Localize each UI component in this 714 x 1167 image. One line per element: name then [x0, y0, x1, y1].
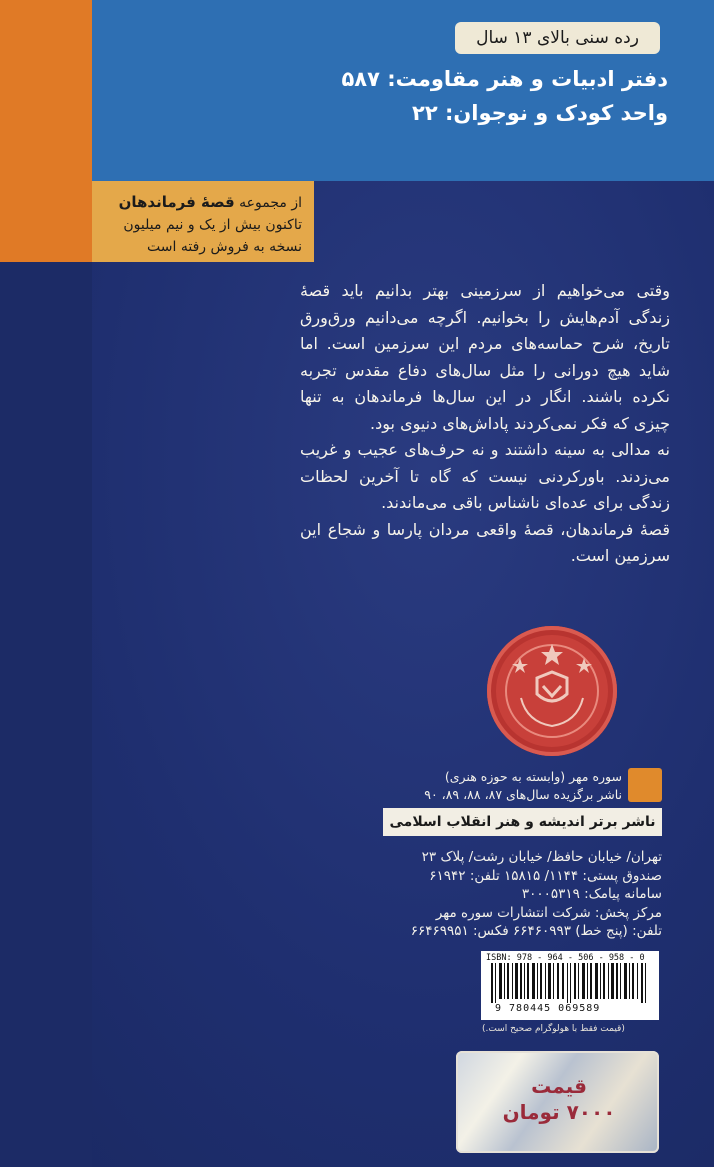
promo-line-2: تاکنون بیش از یک و نیم میلیون	[123, 217, 302, 233]
address-line: صندوق پستی: ۱۱۴۴/ ۱۵۸۱۵ تلفن: ۶۱۹۴۲	[429, 867, 662, 884]
barcode-icon	[487, 963, 653, 1003]
publisher-name: سوره مهر (وابسته به حوزه هنری)	[444, 769, 622, 784]
publisher-address	[362, 848, 662, 941]
hologram-price-value: ۷۰۰۰ تومان	[502, 1100, 616, 1124]
hologram-price-label: قیمت	[531, 1074, 587, 1098]
series-promo-box	[92, 181, 314, 262]
unit-number-line: واحد کودک و نوجوان: ۲۲	[412, 101, 668, 125]
blurb-paragraph-1: وقتی می‌خواهیم از سرزمینی بهتر بدانیم باید قصهٔ زندگی آدم‌هایش را بخوانیم. اگرچه می‌دانیم ورق‌ورق تاریخ، شرح حماسه‌های مردم این سرزمین است. اما شاید هیچ دورانی را مثل سال‌های دفاع مقدس تجربه نکرده باشند. انگار در این سال‌ها فرماندهان به تنها چیزی که فکر نمی‌کردند پاداش‌های دنیوی بود.	[300, 281, 670, 433]
seal-emblem-icon	[487, 626, 617, 756]
publisher-logo-icon	[628, 768, 662, 802]
address-line: تهران/ خیابان حافظ/ خیابان رشت/ پلاک ۲۳	[421, 849, 662, 865]
isbn-text: ISBN: 978 - 964 - 506 - 958 - 0	[486, 953, 645, 963]
series-number-line: دفتر ادبیات و هنر مقاومت: ۵۸۷	[341, 67, 668, 91]
isbn-barcode	[481, 951, 659, 1020]
barcode-number: 9 780445 069589	[495, 1003, 601, 1014]
spine-blue-strip	[0, 262, 92, 1167]
promo-prefix: از مجموعه	[239, 195, 302, 211]
address-line: سامانه پیامک: ۳۰۰۰۵۳۱۹	[521, 886, 662, 902]
address-line: مرکز پخش: شرکت انتشارات سوره مهر	[435, 904, 662, 921]
spine-orange-strip	[0, 0, 92, 262]
promo-line-3: نسخه به فروش رفته است	[147, 239, 302, 255]
address-line: تلفن: (پنج خط) ۶۶۴۶۰۹۹۳ فکس: ۶۶۴۶۹۹۵۱	[410, 923, 662, 939]
publisher-info	[392, 768, 622, 804]
promo-series-name: قصهٔ فرماندهان	[118, 193, 235, 211]
publisher-awards: ناشر برگزیده سال‌های ۸۷، ۸۸، ۸۹، ۹۰	[424, 787, 622, 802]
publisher-seal	[487, 626, 617, 756]
price-note: (قیمت فقط با هولوگرام صحیح است.)	[482, 1024, 625, 1034]
age-rating-badge: رده سنی بالای ۱۳ سال	[455, 22, 660, 54]
blurb-paragraph-3: قصهٔ فرماندهان، قصهٔ واقعی مردان پارسا و شجاع این سرزمین است.	[300, 519, 670, 565]
price-hologram	[456, 1051, 659, 1153]
blurb-paragraph-2: نه مدالی به سینه داشتند و نه حرف‌های عجیب و غریب می‌زدند. باورکردنی نیست که گاه تا آخرین لحظات زندگی برای عده‌ای ناشناس باقی می‌ماندند.	[300, 440, 670, 512]
blurb	[300, 278, 670, 570]
publisher-slogan: ناشر برتر اندیشه و هنر انقلاب اسلامی	[383, 808, 662, 836]
